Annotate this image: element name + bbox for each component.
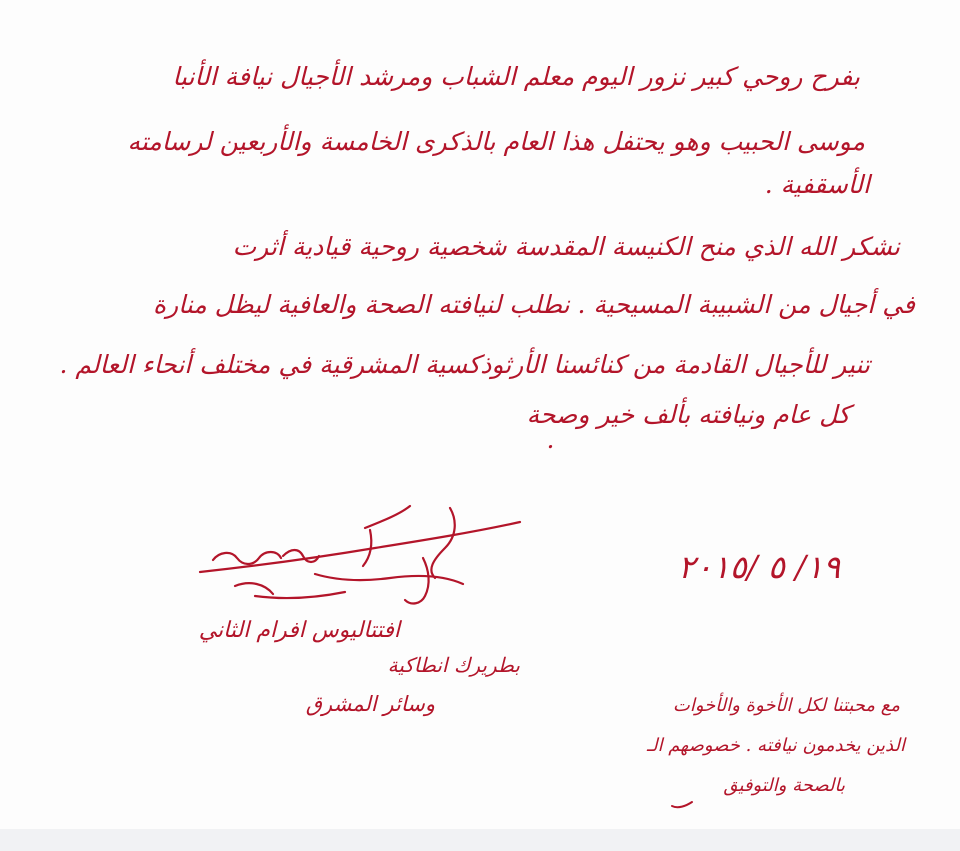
- letter-line-3: الأسقفية .: [764, 170, 870, 199]
- signoff-title: افتتاليوس افرام الثاني: [198, 618, 400, 643]
- bottom-strip: [0, 829, 960, 851]
- letter-line-6: تنير للأجيال القادمة من كنائسنا الأرثوذكسية المشرقية في مختلف أنحاء العالم .: [59, 350, 870, 379]
- handwritten-signature: [195, 500, 525, 610]
- letter-line-7: كل عام ونيافته بألف خير وصحة: [526, 400, 850, 429]
- note-line-1: مع محبتنا لكل الأخوة والأخوات: [672, 695, 900, 716]
- letter-line-5: في أجيال من الشبيبة المسيحية . نطلب لنيافته الصحة والعافية ليظل منارة: [153, 290, 915, 319]
- pen-mark: [670, 800, 694, 810]
- note-line-3: بالصحة والتوفيق: [723, 775, 845, 796]
- letter-line-4: نشكر الله الذي منح الكنيسة المقدسة شخصية روحية قيادية أثرت: [232, 232, 900, 261]
- letter-line-8: .: [546, 425, 555, 454]
- letter-line-1: بفرح روحي كبير نزور اليوم معلم الشباب ومرشد الأجيال نيافة الأنبا: [172, 62, 860, 91]
- signoff-place: وسائر المشرق: [305, 692, 435, 716]
- note-line-2: الذين يخدمون نيافته . خصوصهم الـ: [646, 735, 905, 756]
- letter-date: ١٩/ ٥ /٢٠١٥: [678, 548, 841, 586]
- letter-line-2: موسى الحبيب وهو يحتفل هذا العام بالذكرى الخامسة والأربعين لرسامته: [127, 127, 865, 156]
- signoff-role: بطريرك انطاكية: [387, 653, 520, 677]
